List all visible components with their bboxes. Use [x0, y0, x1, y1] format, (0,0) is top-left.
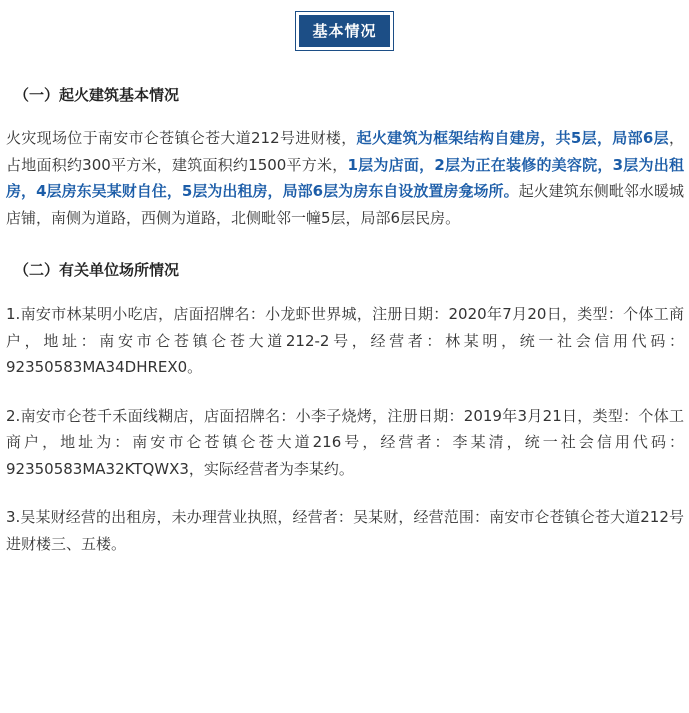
text-area: ，占地面积约300平方米，建筑面积约1500平方米， [6, 129, 684, 174]
header-frame [295, 11, 393, 51]
section-title-building: （一）起火建筑基本情况 [14, 86, 180, 104]
highlight-floor-usage: 1层为店面，2层为正在装修的美容院，3层为出租房，4层房东吴某财自住，5层为出租房，局部6层为房东自设放置房龛场所。 [6, 155, 684, 200]
list-item-unit-3: 3.吴某财经营的出租房，未办理营业执照，经营者：吴某财，经营范围：南安市仑苍镇仑苍大道212号进财楼三、五楼。 [6, 508, 684, 553]
list-item-unit-2: 2.南安市仑苍千禾面线糊店，店面招牌名：小李子烧烤，注册日期：2019年3月21日，类型：个体工商户，地址为：南安市仑苍镇仑苍大道216号，经营者：李某清，统一社会信用代码：92350583MA32KTQWX3，实际经营者为李某约。 [6, 406, 684, 478]
paragraph-building-description [6, 125, 684, 231]
header-title: 基本情况 [299, 15, 389, 47]
section-title-units: （二）有关单位场所情况 [14, 261, 180, 279]
list-item-unit-1: 1.南安市林某明小吃店，店面招牌名：小龙虾世界城，注册日期：2020年7月20日，类型：个体工商户，地址：南安市仑苍镇仑苍大道212-2号，经营者：林某明，统一社会信用代码：92350583MA34DHREX0。 [6, 305, 684, 376]
highlight-structure: 起火建筑为框架结构自建房，共5层，局部6层 [356, 129, 669, 147]
header [0, 11, 689, 51]
text-surroundings: 起火建筑东侧毗邻水暖城店铺，南侧为道路，西侧为道路，北侧毗邻一幢5层，局部6层民房。 [6, 182, 684, 227]
text-location: 火灾现场位于南安市仑苍镇仑苍大道212号进财楼， [6, 129, 357, 147]
article-body [6, 82, 684, 579]
